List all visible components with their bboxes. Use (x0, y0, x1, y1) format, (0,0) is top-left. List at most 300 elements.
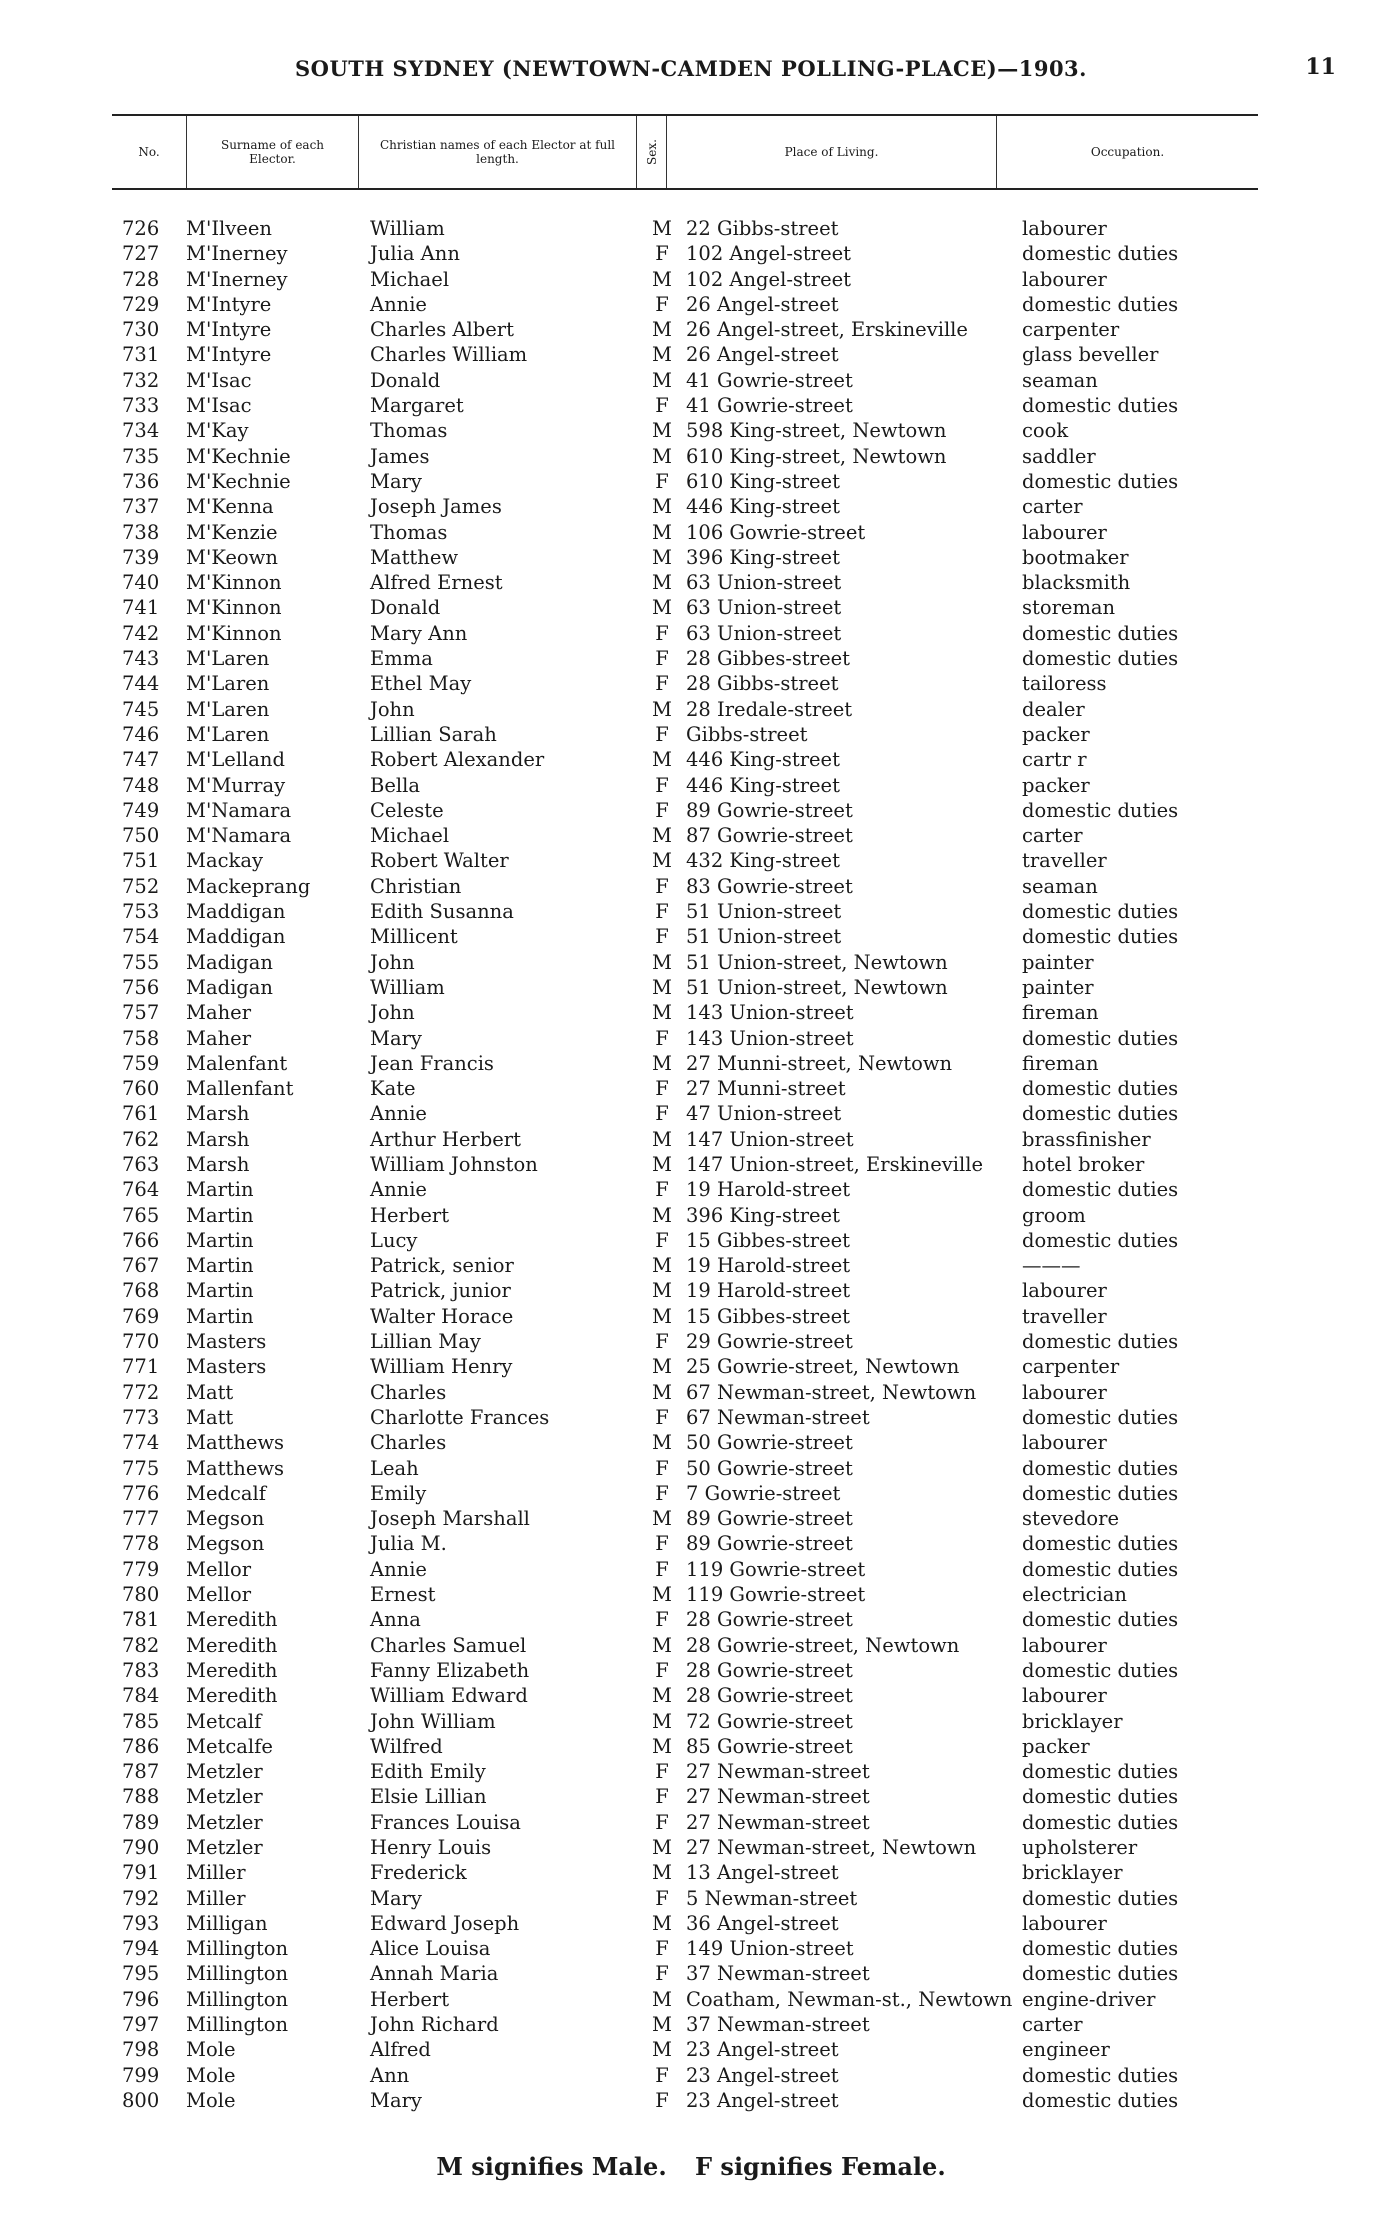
cell-place: 63 Union-street (686, 571, 842, 595)
table-row (0, 1936, 1382, 1961)
cell-christian: Margaret (370, 394, 464, 418)
cell-place: 28 Gowrie-street, Newtown (686, 1633, 960, 1657)
cell-place: Coatham, Newman-st., Newtown (686, 1987, 1013, 2011)
table-row (0, 1709, 1382, 1734)
cell-place: 446 King-street (686, 748, 840, 772)
cell-christian: Donald (370, 596, 441, 620)
cell-occupation: blacksmith (1022, 571, 1131, 595)
cell-sex: F (655, 925, 669, 949)
cell-christian: Alfred Ernest (370, 571, 503, 595)
table-row (0, 1886, 1382, 1911)
cell-sex: M (652, 343, 672, 367)
cell-no: 740 (122, 571, 160, 595)
cell-place: 37 Newman-street (686, 2013, 870, 2037)
cell-occupation: labourer (1022, 217, 1107, 240)
cell-no: 795 (122, 1962, 160, 1986)
cell-no: 736 (122, 469, 160, 493)
cell-place: 63 Union-street (686, 596, 842, 620)
cell-christian: John (370, 697, 415, 721)
cell-place: 610 King-street (686, 469, 840, 493)
cell-sex: F (655, 1962, 669, 1986)
cell-no: 758 (122, 1026, 160, 1050)
cell-place: 119 Gowrie-street (686, 1557, 866, 1581)
cell-sex: M (652, 697, 672, 721)
cell-surname: Mellor (186, 1583, 252, 1607)
cell-no: 779 (122, 1557, 160, 1581)
cell-christian: Lillian May (370, 1330, 481, 1354)
cell-sex: M (652, 419, 672, 443)
cell-christian: Jean Francis (370, 1051, 494, 1075)
cell-occupation: labourer (1022, 1684, 1107, 1708)
table-row (0, 1607, 1382, 1632)
cell-occupation: packer (1022, 773, 1090, 797)
cell-occupation: domestic duties (1022, 292, 1179, 316)
page-header (0, 52, 1382, 92)
table-row (0, 1329, 1382, 1354)
cell-sex: M (652, 596, 672, 620)
cell-surname: Martin (186, 1228, 254, 1252)
cell-christian: Herbert (370, 1987, 450, 2011)
cell-christian: Mary Ann (370, 621, 468, 645)
cell-occupation: fireman (1022, 1051, 1099, 1075)
cell-christian: Thomas (370, 419, 448, 443)
cell-place: 26 Angel-street, Erskineville (686, 318, 968, 342)
cell-place: 47 Union-street (686, 1102, 842, 1126)
table-row (0, 1278, 1382, 1303)
cell-place: 15 Gibbes-street (686, 1304, 851, 1328)
cell-occupation: domestic duties (1022, 1026, 1179, 1050)
cell-surname: Miller (186, 1886, 246, 1910)
cell-no: 727 (122, 242, 160, 266)
cell-christian: Donald (370, 368, 441, 392)
cell-sex: M (652, 520, 672, 544)
cell-surname: M'Kay (186, 419, 249, 443)
table-row (0, 1582, 1382, 1607)
cell-place: 26 Angel-street (686, 343, 839, 367)
cell-sex: M (652, 1254, 672, 1278)
col-header-surname: Surname of each Elector. (186, 116, 358, 188)
cell-sex: M (652, 1911, 672, 1935)
cell-place: 87 Gowrie-street (686, 824, 853, 848)
table-row (0, 2063, 1382, 2088)
cell-place: 28 Gibbs-street (686, 672, 839, 696)
cell-place: 22 Gibbs-street (686, 217, 839, 240)
cell-place: 119 Gowrie-street (686, 1583, 866, 1607)
cell-no: 729 (122, 292, 160, 316)
cell-christian: William (370, 217, 445, 240)
table-row (0, 570, 1382, 595)
cell-no: 792 (122, 1886, 160, 1910)
cell-sex: F (655, 1937, 669, 1961)
cell-christian: Leah (370, 1456, 419, 1480)
cell-no: 787 (122, 1760, 160, 1784)
cell-sex: M (652, 824, 672, 848)
cell-occupation: labourer (1022, 1633, 1107, 1657)
cell-occupation: labourer (1022, 267, 1107, 291)
cell-sex: F (655, 1456, 669, 1480)
cell-occupation: domestic duties (1022, 1962, 1179, 1986)
cell-surname: M'Namara (186, 824, 292, 848)
cell-occupation: dealer (1022, 697, 1085, 721)
cell-no: 766 (122, 1228, 160, 1252)
cell-occupation: engine-driver (1022, 1987, 1156, 2011)
cell-occupation: hotel broker (1022, 1152, 1145, 1176)
table-row (0, 899, 1382, 924)
cell-christian: Edith Susanna (370, 900, 514, 924)
cell-no: 747 (122, 748, 160, 772)
cell-place: 147 Union-street (686, 1127, 854, 1151)
cell-surname: Metzler (186, 1785, 263, 1809)
cell-surname: Martin (186, 1203, 254, 1227)
cell-no: 776 (122, 1481, 160, 1505)
table-row (0, 1405, 1382, 1430)
cell-surname: M'Inerney (186, 242, 288, 266)
cell-sex: M (652, 975, 672, 999)
cell-sex: M (652, 849, 672, 873)
cell-christian: Frances Louisa (370, 1810, 521, 1834)
cell-surname: M'Murray (186, 773, 286, 797)
cell-christian: John (370, 950, 415, 974)
cell-occupation: domestic duties (1022, 925, 1179, 949)
cell-occupation: fireman (1022, 1001, 1099, 1025)
cell-sex: F (655, 1178, 669, 1202)
cell-christian: Mary (370, 469, 422, 493)
cell-place: 27 Newman-street (686, 1810, 870, 1834)
cell-no: 799 (122, 2063, 160, 2087)
cell-occupation: domestic duties (1022, 900, 1179, 924)
cell-occupation: groom (1022, 1203, 1086, 1227)
cell-place: 23 Angel-street (686, 2038, 839, 2062)
col-header-sex (636, 116, 666, 188)
cell-surname: Milligan (186, 1911, 268, 1935)
cell-no: 791 (122, 1861, 160, 1885)
cell-place: 50 Gowrie-street (686, 1456, 853, 1480)
cell-christian: Edward Joseph (370, 1911, 520, 1935)
cell-place: 89 Gowrie-street (686, 1532, 853, 1556)
cell-christian: Celeste (370, 798, 444, 822)
cell-sex: M (652, 545, 672, 569)
table-row (0, 469, 1382, 494)
cell-christian: Edith Emily (370, 1760, 486, 1784)
cell-no: 737 (122, 495, 160, 519)
cell-sex: M (652, 1684, 672, 1708)
table-row (0, 342, 1382, 367)
table-row (0, 520, 1382, 545)
cell-surname: Martin (186, 1304, 254, 1328)
cell-occupation: seaman (1022, 368, 1098, 392)
cell-place: 89 Gowrie-street (686, 1507, 853, 1531)
cell-place: 446 King-street (686, 773, 840, 797)
cell-occupation: carter (1022, 824, 1083, 848)
cell-no: 749 (122, 798, 160, 822)
cell-occupation: painter (1022, 975, 1094, 999)
cell-christian: Emily (370, 1481, 427, 1505)
cell-surname: Mellor (186, 1557, 252, 1581)
cell-surname: M'Kechnie (186, 444, 291, 468)
cell-place: 28 Gowrie-street (686, 1684, 853, 1708)
cell-surname: Meredith (186, 1684, 278, 1708)
cell-occupation: cook (1022, 419, 1069, 443)
cell-christian: Ann (370, 2063, 410, 2087)
cell-surname: Mackeprang (186, 874, 311, 898)
cell-christian: Julia M. (370, 1532, 447, 1556)
cell-place: 63 Union-street (686, 621, 842, 645)
table-row (0, 1354, 1382, 1379)
cell-no: 751 (122, 849, 160, 873)
cell-occupation: domestic duties (1022, 1760, 1179, 1784)
cell-sex: M (652, 1051, 672, 1075)
table-row (0, 1481, 1382, 1506)
cell-sex: F (655, 1608, 669, 1632)
table-row (0, 1557, 1382, 1582)
cell-no: 757 (122, 1001, 160, 1025)
cell-no: 733 (122, 394, 160, 418)
table-row (0, 1734, 1382, 1759)
cell-sex: M (652, 1709, 672, 1733)
cell-sex: F (655, 1532, 669, 1556)
cell-occupation: domestic duties (1022, 1228, 1179, 1252)
cell-place: 25 Gowrie-street, Newtown (686, 1355, 960, 1379)
cell-sex: F (655, 1228, 669, 1252)
cell-christian: Henry Louis (370, 1836, 492, 1859)
cell-christian: Mary (370, 1886, 422, 1910)
cell-sex: M (652, 1633, 672, 1657)
table-row (0, 798, 1382, 823)
cell-surname: Millington (186, 1962, 289, 1986)
cell-occupation: domestic duties (1022, 1456, 1179, 1480)
cell-occupation: domestic duties (1022, 1077, 1179, 1101)
cell-christian: Annie (370, 292, 427, 316)
cell-occupation: domestic duties (1022, 1785, 1179, 1809)
cell-surname: Millington (186, 1937, 289, 1961)
table-row (0, 924, 1382, 949)
cell-christian: Alfred (370, 2038, 431, 2062)
cell-surname: M'Intyre (186, 292, 272, 316)
cell-sex: M (652, 950, 672, 974)
cell-no: 734 (122, 419, 160, 443)
cell-occupation: domestic duties (1022, 2063, 1179, 2087)
cell-no: 767 (122, 1254, 160, 1278)
cell-christian: Charles (370, 1380, 447, 1404)
cell-sex: F (655, 1557, 669, 1581)
cell-occupation: labourer (1022, 1279, 1107, 1303)
cell-no: 793 (122, 1911, 160, 1935)
table-row (0, 1253, 1382, 1278)
cell-no: 790 (122, 1836, 160, 1859)
table-row (0, 545, 1382, 570)
cell-sex: M (652, 2013, 672, 2037)
cell-sex: F (655, 672, 669, 696)
cell-surname: Metcalf (186, 1709, 262, 1733)
cell-christian: Ethel May (370, 672, 472, 696)
table-row (0, 1759, 1382, 1784)
cell-surname: M'Laren (186, 672, 270, 696)
cell-no: 754 (122, 925, 160, 949)
cell-occupation: domestic duties (1022, 1481, 1179, 1505)
cell-sex: F (655, 874, 669, 898)
cell-place: 67 Newman-street, Newtown (686, 1380, 977, 1404)
table-row (0, 975, 1382, 1000)
cell-place: 51 Union-street, Newtown (686, 975, 948, 999)
table-row (0, 1531, 1382, 1556)
cell-surname: M'Laren (186, 697, 270, 721)
table-row (0, 671, 1382, 696)
table-row (0, 697, 1382, 722)
cell-sex: F (655, 1077, 669, 1101)
cell-christian: John William (370, 1709, 496, 1733)
cell-no: 772 (122, 1380, 160, 1404)
cell-place: 28 Gowrie-street (686, 1658, 853, 1682)
cell-occupation: brassfinisher (1022, 1127, 1151, 1151)
cell-surname: Masters (186, 1330, 267, 1354)
cell-no: 769 (122, 1304, 160, 1328)
cell-christian: Thomas (370, 520, 448, 544)
cell-christian: Arthur Herbert (370, 1127, 521, 1151)
table-row (0, 1506, 1382, 1531)
cell-surname: M'Intyre (186, 318, 272, 342)
cell-surname: Mole (186, 2088, 236, 2112)
cell-sex: F (655, 900, 669, 924)
cell-place: 446 King-street (686, 495, 840, 519)
cell-christian: Alice Louisa (370, 1937, 491, 1961)
table-row (0, 1380, 1382, 1405)
cell-no: 739 (122, 545, 160, 569)
cell-sex: F (655, 1102, 669, 1126)
cell-christian: Patrick, senior (370, 1254, 514, 1278)
cell-no: 789 (122, 1810, 160, 1834)
cell-no: 796 (122, 1987, 160, 2011)
cell-no: 783 (122, 1658, 160, 1682)
cell-surname: Metzler (186, 1836, 263, 1859)
cell-place: 51 Union-street (686, 900, 842, 924)
cell-sex: F (655, 798, 669, 822)
table-row (0, 393, 1382, 418)
cell-christian: William Edward (370, 1684, 528, 1708)
cell-surname: Metzler (186, 1760, 263, 1784)
cell-surname: M'Intyre (186, 343, 272, 367)
table-row (0, 1835, 1382, 1860)
cell-place: 396 King-street (686, 545, 840, 569)
cell-occupation: labourer (1022, 520, 1107, 544)
cell-occupation: traveller (1022, 1304, 1107, 1328)
cell-no: 775 (122, 1456, 160, 1480)
table-row (0, 317, 1382, 342)
cell-place: 5 Newman-street (686, 1886, 858, 1910)
table-row (0, 2088, 1382, 2113)
cell-christian: Patrick, junior (370, 1279, 511, 1303)
cell-no: 731 (122, 343, 160, 367)
cell-occupation: bricklayer (1022, 1709, 1123, 1733)
cell-place: 36 Angel-street (686, 1911, 839, 1935)
cell-place: 598 King-street, Newtown (686, 419, 947, 443)
table-row (0, 1228, 1382, 1253)
electoral-roll-table (0, 216, 1382, 2113)
table-row (0, 874, 1382, 899)
cell-sex: M (652, 495, 672, 519)
cell-sex: F (655, 1405, 669, 1429)
cell-sex: M (652, 318, 672, 342)
cell-sex: F (655, 292, 669, 316)
cell-sex: M (652, 1279, 672, 1303)
cell-surname: Masters (186, 1355, 267, 1379)
cell-no: 764 (122, 1178, 160, 1202)
cell-sex: M (652, 368, 672, 392)
cell-sex: M (652, 1152, 672, 1176)
cell-no: 780 (122, 1583, 160, 1607)
cell-surname: M'Namara (186, 798, 292, 822)
cell-surname: Megson (186, 1532, 265, 1556)
cell-place: 7 Gowrie-street (686, 1481, 841, 1505)
table-row (0, 1051, 1382, 1076)
cell-no: 728 (122, 267, 160, 291)
cell-place: 149 Union-street (686, 1937, 854, 1961)
cell-no: 738 (122, 520, 160, 544)
cell-sex: M (652, 267, 672, 291)
cell-surname: Matt (186, 1405, 234, 1429)
cell-no: 798 (122, 2038, 160, 2062)
cell-no: 773 (122, 1405, 160, 1429)
cell-occupation: domestic duties (1022, 1557, 1179, 1581)
cell-no: 785 (122, 1709, 160, 1733)
table-row (0, 418, 1382, 443)
table-row (0, 1961, 1382, 1986)
cell-surname: M'Kinnon (186, 621, 282, 645)
cell-surname: Marsh (186, 1102, 250, 1126)
cell-surname: Meredith (186, 1608, 278, 1632)
cell-occupation: domestic duties (1022, 1937, 1179, 1961)
cell-christian: Elsie Lillian (370, 1785, 487, 1809)
cell-surname: M'Ilveen (186, 217, 272, 240)
cell-christian: Wilfred (370, 1734, 443, 1758)
cell-sex: F (655, 394, 669, 418)
cell-sex: M (652, 1127, 672, 1151)
cell-christian: Emma (370, 647, 433, 671)
cell-occupation: domestic duties (1022, 1810, 1179, 1834)
female-legend: F signifies Female. (695, 2152, 946, 2181)
cell-sex: F (655, 647, 669, 671)
cell-occupation: electrician (1022, 1583, 1127, 1607)
table-row (0, 1076, 1382, 1101)
cell-surname: Mole (186, 2038, 236, 2062)
cell-occupation: seaman (1022, 874, 1098, 898)
cell-christian: Annie (370, 1557, 427, 1581)
cell-sex: M (652, 1001, 672, 1025)
cell-occupation: domestic duties (1022, 1330, 1179, 1354)
cell-occupation: domestic duties (1022, 1608, 1179, 1632)
cell-christian: Millicent (370, 925, 458, 949)
cell-surname: Marsh (186, 1127, 250, 1151)
cell-no: 768 (122, 1279, 160, 1303)
cell-occupation: domestic duties (1022, 798, 1179, 822)
cell-christian: Julia Ann (370, 242, 460, 266)
cell-sex: M (652, 444, 672, 468)
cell-place: 27 Newman-street (686, 1785, 870, 1809)
cell-christian: William (370, 975, 445, 999)
cell-christian: James (370, 444, 430, 468)
cell-surname: Meredith (186, 1633, 278, 1657)
cell-place: 27 Newman-street, Newtown (686, 1836, 977, 1859)
cell-christian: Robert Walter (370, 849, 509, 873)
cell-no: 730 (122, 318, 160, 342)
cell-place: 102 Angel-street (686, 267, 851, 291)
cell-sex: M (652, 2038, 672, 2062)
cell-sex: M (652, 748, 672, 772)
cell-sex: F (655, 469, 669, 493)
cell-occupation: saddler (1022, 444, 1096, 468)
cell-sex: M (652, 1380, 672, 1404)
table-row (0, 1000, 1382, 1025)
cell-surname: M'Kinnon (186, 571, 282, 595)
